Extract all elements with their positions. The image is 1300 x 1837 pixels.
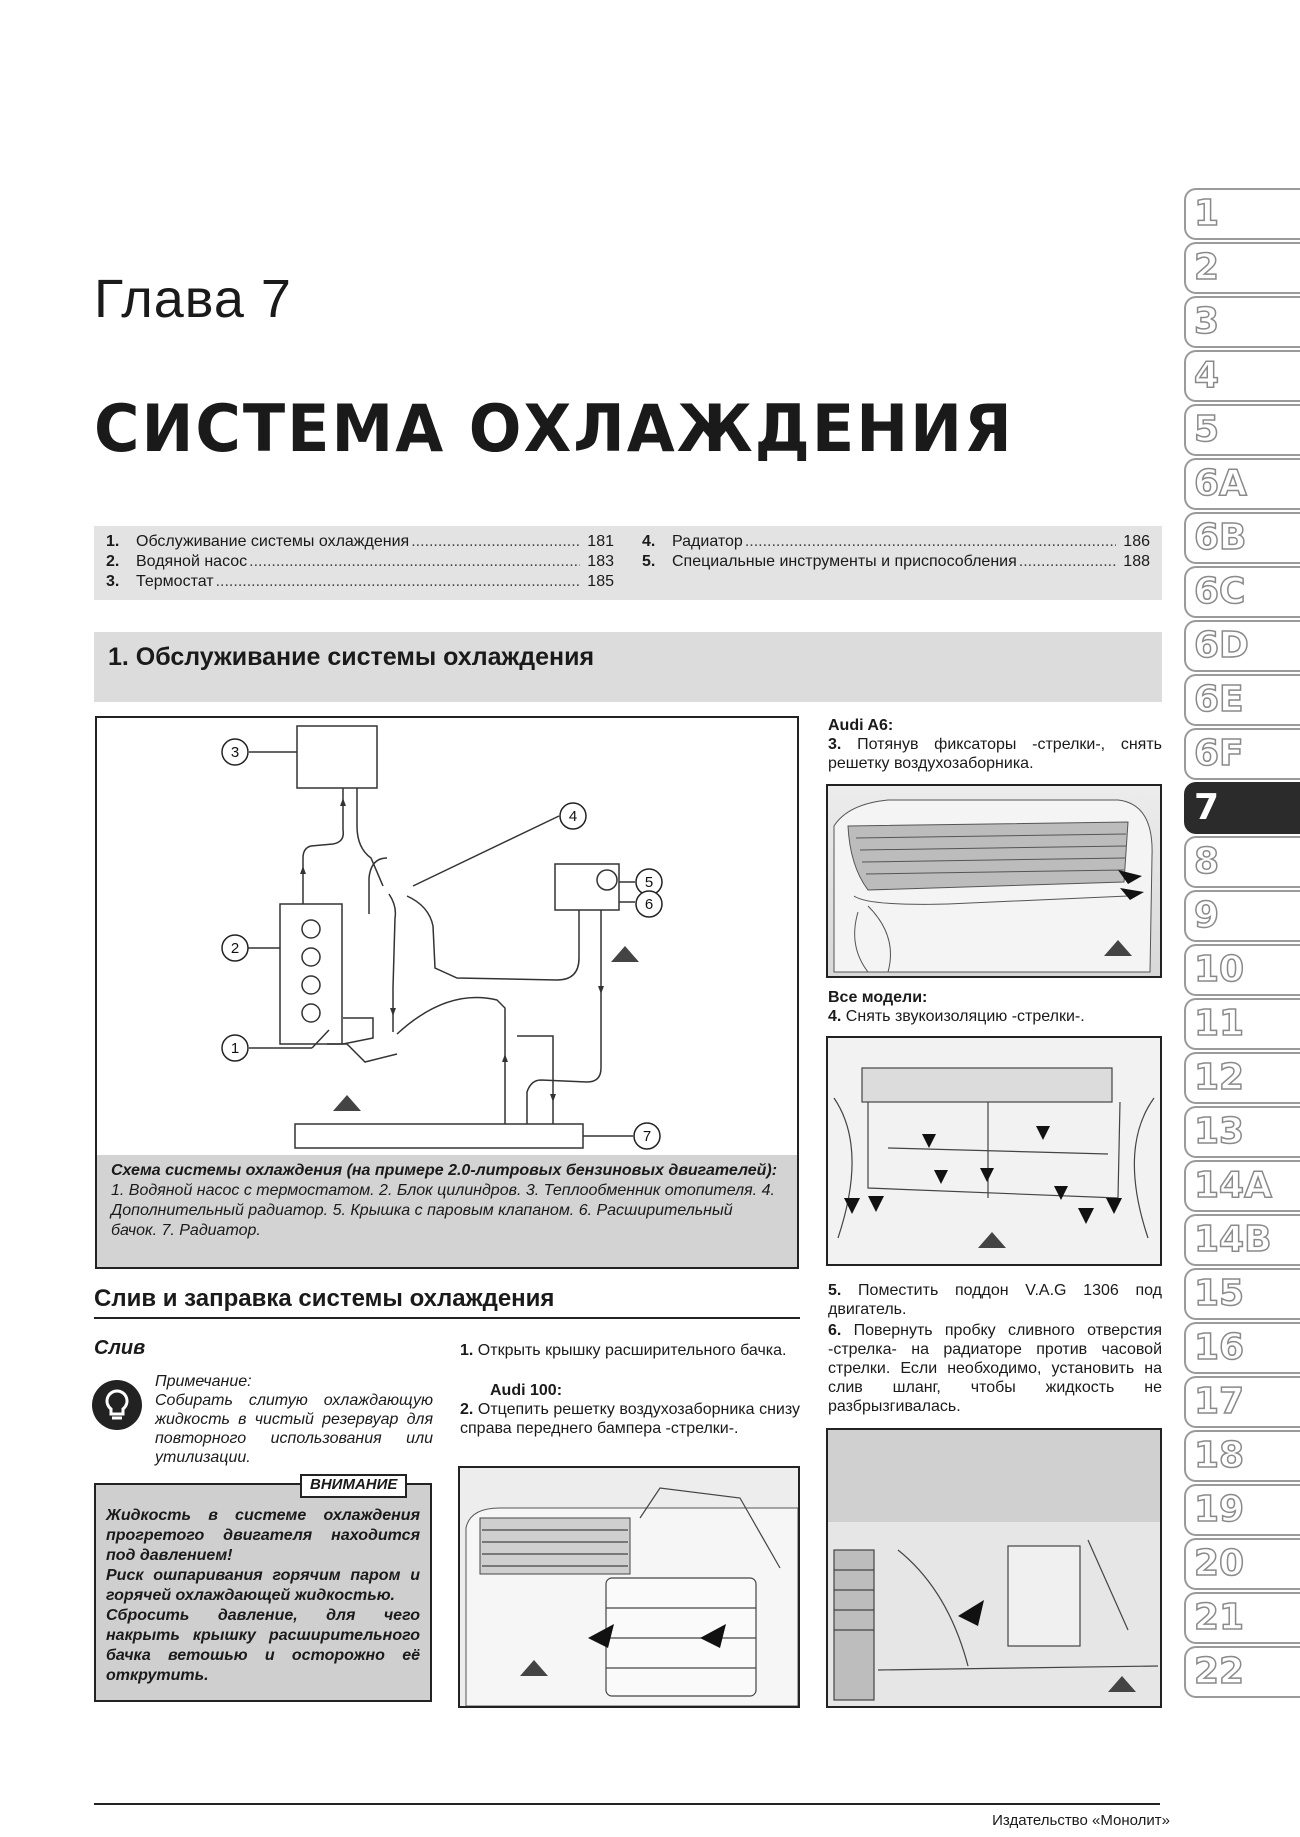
chapter-tab[interactable]: 21 bbox=[1184, 1592, 1300, 1644]
chapter-tab[interactable]: 6B bbox=[1184, 512, 1300, 564]
note-text: Собирать слитую охлаждающую жидкость в чистый резервуар для повторного использования или утилизации. bbox=[155, 1392, 433, 1466]
warning-label: ВНИМАНИЕ bbox=[300, 1474, 407, 1498]
drain-subheading: Слив bbox=[94, 1337, 146, 1359]
chapter-tab[interactable]: 2 bbox=[1184, 242, 1300, 294]
toc-page: 186 bbox=[1123, 533, 1150, 550]
publisher-mark-icon bbox=[1108, 1676, 1136, 1692]
step-text: Повернуть пробку сливного отверстия -стрелка- на радиаторе против часовой стрелки. Если необходимо, установить на слив шланг, чтобы жидкость не разбрызгивалась. bbox=[828, 1322, 1163, 1415]
diagram-caption-text: 1. Водяной насос с термостатом. 2. Блок цилиндров. 3. Теплообменник отопителя. 4. Дополнительный радиатор. 5. Крышка с паровым клапаном. 6. Расширительный бачок. 7. Радиатор. bbox=[111, 1182, 775, 1239]
step-number: 4. bbox=[828, 1008, 842, 1025]
publisher-mark-icon bbox=[978, 1232, 1006, 1248]
step5-block bbox=[828, 1281, 1162, 1319]
drain-heading: Слив и заправка системы охлаждения bbox=[94, 1285, 555, 1312]
warning-paragraph: Жидкость в системе охлаждения прогретого двигателя находится под давлением! bbox=[106, 1507, 420, 1564]
callout-1 bbox=[222, 1035, 248, 1061]
toc-number: 2. bbox=[106, 553, 120, 570]
chapter-tab[interactable]: 14A bbox=[1184, 1160, 1300, 1212]
diagram-caption bbox=[95, 1155, 799, 1269]
photo-bumper-grille bbox=[458, 1466, 800, 1708]
section-title: 1. Обслуживание системы охлаждения bbox=[108, 643, 595, 671]
photo-sound-insulation bbox=[826, 1036, 1162, 1266]
note-block bbox=[155, 1372, 433, 1467]
heading-rule bbox=[94, 1317, 800, 1319]
toc-entry[interactable] bbox=[106, 552, 614, 572]
toc-title: Специальные инструменты и приспособления bbox=[672, 553, 1017, 570]
svg-text:5: 5 bbox=[644, 874, 654, 891]
chapter-tab[interactable]: 3 bbox=[1184, 296, 1300, 348]
step-text: Снять звукоизоляцию -стрелки-. bbox=[845, 1008, 1085, 1025]
toc-title: Обслуживание системы охлаждения bbox=[136, 533, 410, 550]
photo-radiator-drain-plug bbox=[826, 1428, 1162, 1708]
step1-block bbox=[460, 1341, 800, 1360]
toc-right-column bbox=[642, 532, 1150, 572]
chapter-tab[interactable]: 6F bbox=[1184, 728, 1300, 780]
chapter-tab[interactable]: 14B bbox=[1184, 1214, 1300, 1266]
toc-entry[interactable] bbox=[642, 552, 1150, 572]
step-number: 1. bbox=[460, 1342, 474, 1359]
all-models-heading: Все модели: bbox=[828, 989, 928, 1006]
svg-text:3: 3 bbox=[230, 744, 240, 761]
callout-7 bbox=[634, 1123, 660, 1149]
step-text: Открыть крышку расширительного бачка. bbox=[477, 1342, 787, 1359]
chapter-tab[interactable]: 15 bbox=[1184, 1268, 1300, 1320]
chapter-tab[interactable]: 6A bbox=[1184, 458, 1300, 510]
footer-rule bbox=[94, 1803, 1160, 1805]
step6-block bbox=[828, 1321, 1162, 1416]
toc-entry[interactable] bbox=[106, 532, 614, 552]
toc-number: 4. bbox=[642, 533, 656, 550]
chapter-tab[interactable]: 6C bbox=[1184, 566, 1300, 618]
chapter-tab[interactable]: 16 bbox=[1184, 1322, 1300, 1374]
step3-block bbox=[828, 716, 1162, 773]
step-number: 2. bbox=[460, 1401, 474, 1418]
chapter-tab[interactable]: 19 bbox=[1184, 1484, 1300, 1536]
chapter-tab[interactable]: 1 bbox=[1184, 188, 1300, 240]
chapter-tab[interactable]: 22 bbox=[1184, 1646, 1300, 1698]
chapter-contents bbox=[94, 526, 1162, 600]
toc-number: 3. bbox=[106, 573, 120, 590]
step-number: 3. bbox=[828, 736, 842, 753]
toc-number: 1. bbox=[106, 533, 120, 550]
chapter-tab[interactable]: 8 bbox=[1184, 836, 1300, 888]
warning-paragraph: Риск ошпаривания горячим паром и горячей охлаждающей жидкостью. bbox=[106, 1567, 420, 1604]
toc-title: Термостат bbox=[136, 573, 214, 590]
chapter-tab[interactable]: 6E bbox=[1184, 674, 1300, 726]
step-number: 5. bbox=[828, 1282, 842, 1299]
toc-title: Радиатор bbox=[672, 533, 743, 550]
toc-title: Водяной насос bbox=[136, 553, 248, 570]
toc-entry[interactable] bbox=[642, 532, 1150, 552]
step-text: Потянув фиксаторы -стрелки-, снять решетку воздухозаборника. bbox=[828, 736, 1162, 772]
chapter-tab[interactable]: 9 bbox=[1184, 890, 1300, 942]
callout-2 bbox=[222, 935, 248, 961]
cooling-schematic bbox=[97, 718, 797, 1155]
toc-number: 5. bbox=[642, 553, 656, 570]
publisher-footer: Издательство «Монолит» bbox=[992, 1812, 1170, 1829]
diagram-caption-title: Схема системы охлаждения (на примере 2.0-литровых бензиновых двигателей): bbox=[111, 1162, 778, 1179]
step4-block bbox=[828, 988, 1162, 1026]
audi-a6-heading: Audi A6: bbox=[828, 717, 894, 734]
toc-entry[interactable] bbox=[106, 572, 614, 592]
chapter-tab[interactable]: 11 bbox=[1184, 998, 1300, 1050]
chapter-tab[interactable]: 20 bbox=[1184, 1538, 1300, 1590]
chapter-tab[interactable]: 13 bbox=[1184, 1106, 1300, 1158]
audi-100-heading: Audi 100: bbox=[490, 1382, 563, 1399]
callout-3 bbox=[222, 739, 248, 765]
note-lightbulb-icon bbox=[92, 1380, 142, 1430]
svg-text:6: 6 bbox=[644, 896, 654, 913]
chapter-tab[interactable]: 12 bbox=[1184, 1052, 1300, 1104]
cooling-system-diagram bbox=[95, 716, 799, 1157]
toc-page: 185 bbox=[587, 573, 614, 590]
step2-block bbox=[460, 1381, 800, 1438]
svg-text:7: 7 bbox=[642, 1128, 652, 1145]
photo-air-intake-grille bbox=[826, 784, 1162, 978]
callout-4 bbox=[560, 803, 586, 829]
chapter-tab-active[interactable]: 7 bbox=[1184, 782, 1300, 834]
engine-block-shape bbox=[280, 904, 342, 1044]
svg-text:4: 4 bbox=[568, 808, 578, 825]
chapter-label: Глава 7 bbox=[94, 269, 292, 329]
chapter-tab[interactable]: 6D bbox=[1184, 620, 1300, 672]
heater-core-shape bbox=[297, 726, 377, 788]
step-text: Отцепить решетку воздухозаборника снизу справа переднего бампера -стрелки-. bbox=[460, 1401, 800, 1437]
step-text: Поместить поддон V.A.G 1306 под двигатель. bbox=[828, 1282, 1162, 1318]
step-number: 6. bbox=[828, 1322, 842, 1339]
warning-paragraph: Сбросить давление, для чего накрыть крышку расширительного бачка ветошью и осторожно её открутить. bbox=[106, 1607, 420, 1684]
chapter-tab[interactable]: 5 bbox=[1184, 404, 1300, 456]
chapter-tab[interactable]: 10 bbox=[1184, 944, 1300, 996]
note-label: Примечание: bbox=[155, 1373, 252, 1390]
toc-left-column bbox=[106, 532, 614, 592]
toc-page: 181 bbox=[587, 533, 614, 550]
chapter-title: СИСТЕМА ОХЛАЖДЕНИЯ bbox=[94, 390, 1014, 467]
svg-text:2: 2 bbox=[230, 940, 240, 957]
toc-page: 188 bbox=[1123, 553, 1150, 570]
svg-text:1: 1 bbox=[230, 1040, 240, 1057]
callout-6 bbox=[636, 891, 662, 917]
chapter-tab[interactable]: 17 bbox=[1184, 1376, 1300, 1428]
toc-page: 183 bbox=[587, 553, 614, 570]
warning-text bbox=[106, 1506, 420, 1686]
chapter-tab[interactable]: 18 bbox=[1184, 1430, 1300, 1482]
chapter-tab[interactable]: 4 bbox=[1184, 350, 1300, 402]
radiator-shape bbox=[295, 1124, 583, 1148]
